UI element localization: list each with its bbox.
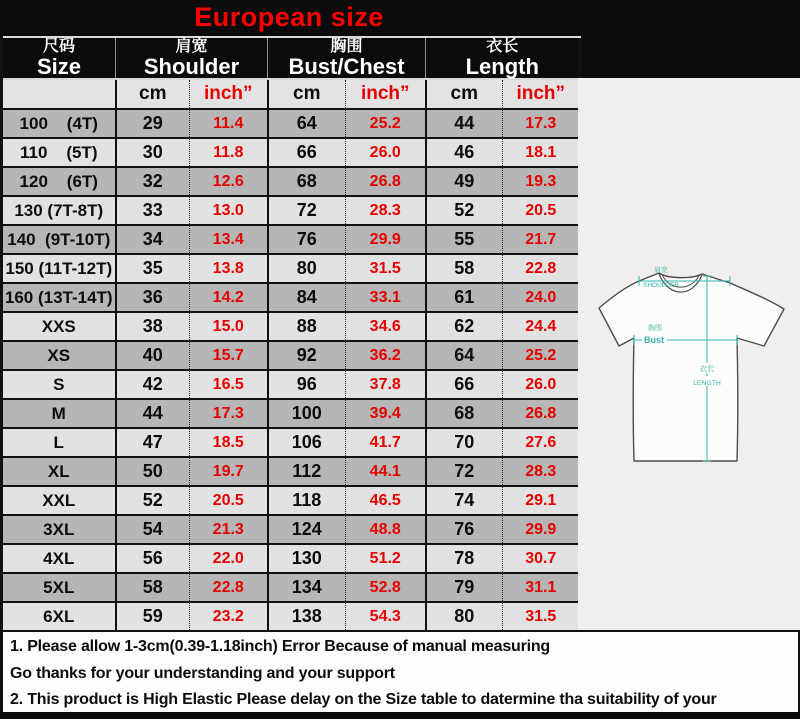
- col-header-bust-zh: 胸围: [330, 38, 363, 55]
- cell-size: 110 (5T): [2, 138, 116, 167]
- cell-size: XXS: [2, 312, 116, 341]
- unit-shoulder-inch: inch”: [190, 79, 268, 109]
- bottom-black-bar: [0, 712, 800, 719]
- cell-bust_cm: 92: [268, 341, 346, 370]
- cell-length_cm: 74: [426, 486, 503, 515]
- cell-size: 160 (13T-14T): [2, 283, 116, 312]
- cell-bust_in: 28.3: [346, 196, 426, 225]
- cell-size: 100 (4T): [2, 109, 116, 138]
- cell-size: 140 (9T-10T): [2, 225, 116, 254]
- cell-length_in: 24.4: [503, 312, 580, 341]
- cell-bust_in: 31.5: [346, 254, 426, 283]
- table-row: [2, 370, 580, 399]
- cell-length_in: 26.0: [503, 370, 580, 399]
- note-measuring-error: 1. Please allow 1-3cm(0.39-1.18inch) Error Because of manual measuring: [10, 638, 551, 655]
- cell-shoulder_cm: 33: [116, 196, 190, 225]
- cell-length_in: 26.8: [503, 399, 580, 428]
- cell-shoulder_in: 20.5: [190, 486, 268, 515]
- cell-length_in: 30.7: [503, 544, 580, 573]
- col-header-shoulder-en: Shoulder: [143, 54, 240, 79]
- cell-bust_in: 41.7: [346, 428, 426, 457]
- cell-bust_in: 34.6: [346, 312, 426, 341]
- cell-shoulder_in: 13.8: [190, 254, 268, 283]
- cell-size: L: [2, 428, 116, 457]
- note-thanks: Go thanks for your understanding and your support: [10, 665, 395, 682]
- length-label-en: LENGTH: [693, 380, 721, 387]
- cell-shoulder_in: 23.2: [190, 602, 268, 631]
- table-row: [2, 283, 580, 312]
- table-row: [2, 515, 580, 544]
- cell-size: 5XL: [2, 573, 116, 602]
- cell-shoulder_in: 11.4: [190, 109, 268, 138]
- col-header-length-zh: 衣长: [486, 38, 519, 55]
- cell-bust_cm: 80: [268, 254, 346, 283]
- bust-label-en: Bust: [644, 335, 664, 345]
- cell-size: 130 (7T-8T): [2, 196, 116, 225]
- length-label-zh: 衣长: [699, 364, 715, 373]
- shoulder-label-en: SHOULDER: [643, 282, 680, 289]
- table-row: [2, 602, 580, 631]
- table-row: [2, 109, 580, 138]
- cell-bust_in: 26.8: [346, 167, 426, 196]
- tshirt-diagram-panel: [578, 78, 800, 630]
- col-header-bust: [268, 37, 426, 79]
- cell-length_in: 18.1: [503, 138, 580, 167]
- cell-length_cm: 79: [426, 573, 503, 602]
- cell-shoulder_cm: 56: [116, 544, 190, 573]
- cell-shoulder_in: 19.7: [190, 457, 268, 486]
- col-header-length: [426, 37, 580, 79]
- cell-shoulder_cm: 54: [116, 515, 190, 544]
- cell-size: 150 (11T-12T): [2, 254, 116, 283]
- cell-shoulder_in: 17.3: [190, 399, 268, 428]
- cell-shoulder_cm: 32: [116, 167, 190, 196]
- cell-length_cm: 58: [426, 254, 503, 283]
- cell-length_in: 20.5: [503, 196, 580, 225]
- cell-bust_cm: 64: [268, 109, 346, 138]
- unit-bust-cm: cm: [268, 79, 346, 109]
- cell-shoulder_cm: 35: [116, 254, 190, 283]
- cell-shoulder_cm: 47: [116, 428, 190, 457]
- cell-bust_cm: 118: [268, 486, 346, 515]
- cell-length_in: 19.3: [503, 167, 580, 196]
- cell-length_in: 24.0: [503, 283, 580, 312]
- cell-size: 120 (6T): [2, 167, 116, 196]
- cell-length_cm: 55: [426, 225, 503, 254]
- cell-length_in: 21.7: [503, 225, 580, 254]
- cell-length_in: 22.8: [503, 254, 580, 283]
- table-row: [2, 254, 580, 283]
- table-row: [2, 225, 580, 254]
- note-elastic: 2. This product is High Elastic Please delay on the Size table to datermine tha suitability of your: [10, 691, 717, 708]
- cell-bust_cm: 106: [268, 428, 346, 457]
- cell-shoulder_in: 13.0: [190, 196, 268, 225]
- cell-bust_cm: 134: [268, 573, 346, 602]
- table-row: [2, 544, 580, 573]
- cell-shoulder_in: 15.7: [190, 341, 268, 370]
- cell-length_cm: 78: [426, 544, 503, 573]
- table-row: [2, 428, 580, 457]
- cell-bust_in: 25.2: [346, 109, 426, 138]
- table-row: [2, 457, 580, 486]
- cell-shoulder_cm: 38: [116, 312, 190, 341]
- table-row: [2, 341, 580, 370]
- cell-shoulder_in: 12.6: [190, 167, 268, 196]
- bust-label-zh: 胸围: [648, 325, 662, 332]
- cell-bust_cm: 88: [268, 312, 346, 341]
- cell-shoulder_cm: 44: [116, 399, 190, 428]
- cell-shoulder_in: 22.0: [190, 544, 268, 573]
- cell-shoulder_in: 18.5: [190, 428, 268, 457]
- cell-shoulder_in: 16.5: [190, 370, 268, 399]
- cell-length_in: 29.1: [503, 486, 580, 515]
- size-table: [0, 36, 581, 632]
- cell-shoulder_cm: 50: [116, 457, 190, 486]
- cell-bust_cm: 138: [268, 602, 346, 631]
- cell-bust_cm: 130: [268, 544, 346, 573]
- col-header-length-en: Length: [465, 54, 539, 79]
- cell-length_in: 28.3: [503, 457, 580, 486]
- cell-bust_in: 54.3: [346, 602, 426, 631]
- cell-length_cm: 62: [426, 312, 503, 341]
- cell-length_cm: 52: [426, 196, 503, 225]
- cell-bust_in: 51.2: [346, 544, 426, 573]
- cell-length_cm: 44: [426, 109, 503, 138]
- cell-length_in: 31.1: [503, 573, 580, 602]
- cell-shoulder_cm: 42: [116, 370, 190, 399]
- cell-size: XS: [2, 341, 116, 370]
- cell-size: S: [2, 370, 116, 399]
- cell-shoulder_in: 14.2: [190, 283, 268, 312]
- cell-shoulder_cm: 59: [116, 602, 190, 631]
- cell-shoulder_cm: 58: [116, 573, 190, 602]
- cell-bust_cm: 100: [268, 399, 346, 428]
- col-header-bust-en: Bust/Chest: [288, 54, 405, 79]
- cell-bust_cm: 68: [268, 167, 346, 196]
- cell-shoulder_cm: 40: [116, 341, 190, 370]
- unit-shoulder-cm: cm: [116, 79, 190, 109]
- cell-size: 4XL: [2, 544, 116, 573]
- unit-header-row: [2, 79, 580, 109]
- cell-shoulder_cm: 29: [116, 109, 190, 138]
- cell-bust_cm: 76: [268, 225, 346, 254]
- unit-blank-cell: [2, 79, 116, 109]
- cell-bust_in: 39.4: [346, 399, 426, 428]
- page-title: European size: [194, 2, 384, 32]
- cell-shoulder_in: 13.4: [190, 225, 268, 254]
- unit-length-cm: cm: [426, 79, 503, 109]
- cell-shoulder_cm: 30: [116, 138, 190, 167]
- cell-length_cm: 70: [426, 428, 503, 457]
- cell-length_cm: 76: [426, 515, 503, 544]
- table-row: [2, 196, 580, 225]
- tshirt-measurement-diagram: [592, 264, 792, 476]
- cell-size: XL: [2, 457, 116, 486]
- cell-shoulder_in: 15.0: [190, 312, 268, 341]
- table-row: [2, 399, 580, 428]
- cell-shoulder_cm: 52: [116, 486, 190, 515]
- cell-bust_in: 52.8: [346, 573, 426, 602]
- cell-bust_cm: 124: [268, 515, 346, 544]
- table-row: [2, 486, 580, 515]
- cell-length_cm: 72: [426, 457, 503, 486]
- cell-bust_in: 36.2: [346, 341, 426, 370]
- cell-length_cm: 61: [426, 283, 503, 312]
- cell-bust_cm: 112: [268, 457, 346, 486]
- cell-bust_in: 33.1: [346, 283, 426, 312]
- table-row: [2, 312, 580, 341]
- table-row: [2, 138, 580, 167]
- cell-bust_in: 44.1: [346, 457, 426, 486]
- cell-bust_in: 26.0: [346, 138, 426, 167]
- cell-bust_in: 46.5: [346, 486, 426, 515]
- table-row: [2, 573, 580, 602]
- cell-bust_cm: 72: [268, 196, 346, 225]
- cell-size: 3XL: [2, 515, 116, 544]
- shoulder-label-zh: 肩宽: [654, 267, 668, 274]
- col-header-size-en: Size: [36, 54, 82, 79]
- cell-bust_in: 48.8: [346, 515, 426, 544]
- cell-length_in: 25.2: [503, 341, 580, 370]
- cell-length_cm: 66: [426, 370, 503, 399]
- size-table-body: [2, 109, 580, 631]
- col-header-shoulder-zh: 肩宽: [175, 38, 208, 55]
- footer-notes: [0, 630, 800, 712]
- cell-bust_in: 37.8: [346, 370, 426, 399]
- cell-size: XXL: [2, 486, 116, 515]
- cell-size: M: [2, 399, 116, 428]
- cell-size: 6XL: [2, 602, 116, 631]
- cell-bust_cm: 96: [268, 370, 346, 399]
- cell-length_cm: 64: [426, 341, 503, 370]
- cell-shoulder_in: 21.3: [190, 515, 268, 544]
- cell-bust_in: 29.9: [346, 225, 426, 254]
- col-header-size: [2, 37, 116, 79]
- cell-length_cm: 68: [426, 399, 503, 428]
- cell-length_in: 17.3: [503, 109, 580, 138]
- column-group-header-row: [2, 37, 580, 79]
- cell-bust_cm: 84: [268, 283, 346, 312]
- table-row: [2, 167, 580, 196]
- cell-shoulder_in: 22.8: [190, 573, 268, 602]
- cell-shoulder_cm: 36: [116, 283, 190, 312]
- cell-shoulder_in: 11.8: [190, 138, 268, 167]
- col-header-size-zh: 尺码: [42, 38, 75, 55]
- cell-bust_cm: 66: [268, 138, 346, 167]
- unit-bust-inch: inch”: [346, 79, 426, 109]
- unit-length-inch: inch”: [503, 79, 580, 109]
- tshirt-outline: [599, 273, 784, 461]
- cell-length_cm: 49: [426, 167, 503, 196]
- col-header-shoulder: [116, 37, 268, 79]
- cell-length_cm: 46: [426, 138, 503, 167]
- cell-length_cm: 80: [426, 602, 503, 631]
- cell-length_in: 27.6: [503, 428, 580, 457]
- cell-length_in: 31.5: [503, 602, 580, 631]
- cell-shoulder_cm: 34: [116, 225, 190, 254]
- cell-length_in: 29.9: [503, 515, 580, 544]
